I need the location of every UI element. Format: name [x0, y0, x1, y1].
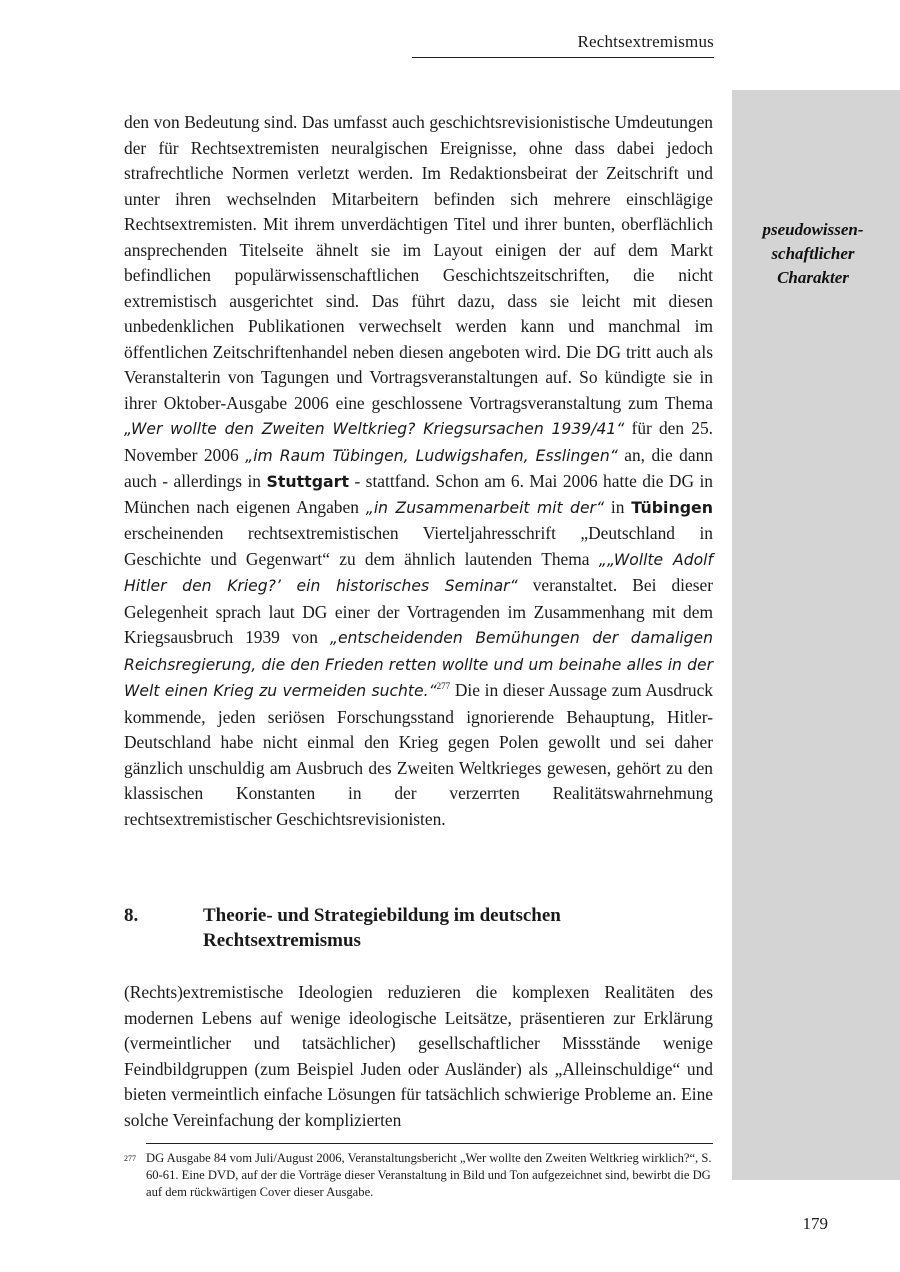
text-run: veranstaltet. Bei dieser Gelegenheit sprach laut DG einer der Vortragenden im Zusammenhang mit dem Kriegsausbruch 1939 von: [124, 575, 713, 647]
margin-note: [738, 218, 888, 290]
place-name: Tübingen: [631, 497, 713, 517]
section-number: 8.: [124, 905, 139, 926]
quote-run: „„Wollte Adolf Hitler den Krieg?’ ein historisches Seminar“: [124, 550, 713, 595]
footnote-divider: [146, 1143, 713, 1144]
footnote-reference[interactable]: 277: [436, 681, 451, 692]
text-run: den von Bedeutung sind. Das umfasst auch geschichtsrevisionistische Umdeutungen der für Rechtsextremisten neuralgischen Ereignisse, ohne dass dabei jedoch strafrechtliche Normen verletzt werden. Im Redaktionsbeirat der Zeitschrift und unter ihren wechselnden Mitarbeitern befinden sich mehrere einschlägige Rechtsextremisten. Mit ihrem unverdächtigen Titel und ihrer bunten, oberflächlich ansprechenden Titelseite ähnelt sie im Layout einigen der auf dem Markt befindlichen populärwissenschaftlichen Geschichtszeitschriften, die nicht extremistisch ausgerichtet sind. Das führt dazu, dass sie leicht mit diesen unbedenklichen Publikationen verwechselt werden kann und manchmal im öffentlichen Zeitschriftenhandel neben diesen angeboten wird. Die DG tritt auch als Veranstalterin von Tagungen und Vortragsveranstaltungen auf. So kündigte sie in ihrer Oktober-Ausgabe 2006 eine geschlossene Vortragsveranstaltung zum Thema: [124, 112, 713, 413]
text-run: - stattfand. Schon am 6. Mai 2006 hatte die DG in München nach eigenen Angaben: [124, 471, 713, 517]
quote-run: „entscheidenden Bemühungen der damaligen Reichsregierung, die den Frieden retten wollte und um beinahe alles in der Welt einen Krieg zu vermeiden suchte.“: [124, 629, 713, 700]
section-title: Theorie- und Strategiebildung im deutschen Rechtsextremismus: [203, 905, 561, 951]
place-name: Stuttgart: [266, 472, 350, 491]
text-run: in: [604, 496, 632, 517]
footnote-number: 277: [124, 1154, 136, 1163]
quote-run: „Wer wollte den Zweiten Weltkrieg? Kriegsursachen 1939/41“: [124, 420, 625, 438]
page-number: 179: [802, 1214, 828, 1233]
quote-run: „im Raum Tübingen, Ludwigshafen, Esslingen“: [245, 446, 618, 465]
footnote: [124, 1150, 713, 1201]
text-run: erscheinenden rechtsextremistischen Vierteljahresschrift „Deutschland in Geschichte und Gegenwart“ zu dem ähnlich lautenden Thema: [124, 523, 713, 569]
text-run: für den 25. November 2006: [124, 418, 713, 465]
margin-note-line: Charakter: [777, 268, 849, 287]
running-head: Rechtsextremismus: [412, 32, 714, 58]
body-paragraph-1: [124, 110, 713, 832]
body-paragraph-2: (Rechts)extremistische Ideologien reduzieren die komplexen Realitäten des modernen Lebens auf wenige ideologische Leitsätze, präsentieren zur Erklärung (vermeintlicher und tatsächlicher) gesellschaftlicher Missstände wenige Feindbildgruppen (zum Beispiel Juden oder Ausländer) als „Alleinschuldige“ und bieten vermeintlich einfache Lösungen für tatsächlich schwierige Probleme an. Eine solche Vereinfachung der komplizierten: [124, 982, 713, 1130]
text-run: an, die dann auch - allerdings in: [124, 444, 713, 491]
text-run: Die in dieser Aussage zum Ausdruck kommende, jeden seriösen Forschungsstand ignorierende Behauptung, Hitler-Deutschland habe nicht einmal den Krieg gegen Polen gewollt und sei daher gänzlich unschuldig am Ausbruch des Zweiten Weltkrieges gewesen, gehört zu den klassischen Konstanten in der verzerrten Realitätswahrnehmung rechtsextremistischer Geschichtsrevisionisten.: [124, 680, 713, 829]
margin-note-line: pseudowissen-: [762, 220, 864, 239]
footnote-text: DG Ausgabe 84 vom Juli/August 2006, Veranstaltungsbericht „Wer wollte den Zweiten Weltkrieg wirklich?“, S. 60-61. Eine DVD, auf der die Vorträge dieser Veranstaltung in Bild und Ton aufgezeichnet sind, bewirbt die DG auf dem rückwärtigen Cover dieser Ausgabe.: [146, 1151, 712, 1199]
quote-run: „in Zusammenarbeit mit der“: [365, 498, 605, 517]
margin-note-line: schaftlicher: [771, 244, 855, 263]
